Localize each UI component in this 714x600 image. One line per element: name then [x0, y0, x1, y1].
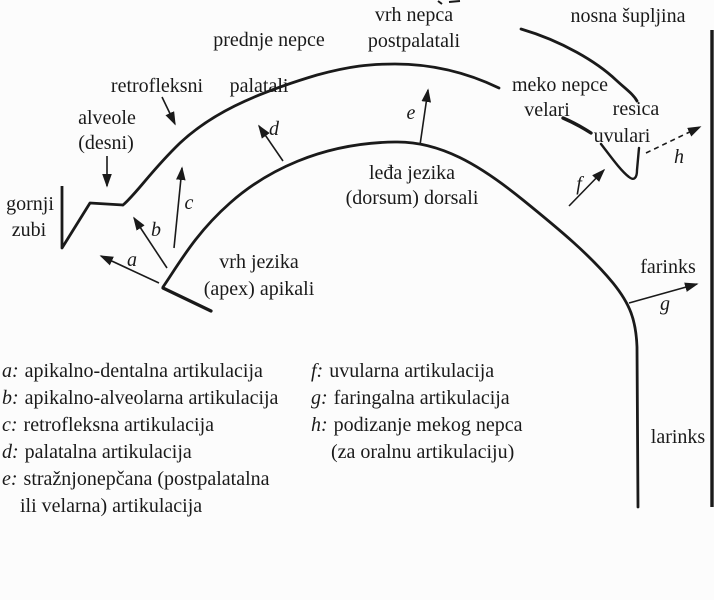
legend-item-e — [2, 469, 270, 489]
pointer-letter-c: c — [184, 192, 194, 214]
legend-letter-g: g: — [311, 387, 328, 409]
legend-letter-b: b: — [2, 387, 19, 409]
legend-item-d — [2, 442, 192, 462]
upper-teeth-outline — [62, 186, 123, 248]
label-palatali: palatali — [229, 75, 289, 97]
label-alveole: alveole — [78, 107, 136, 129]
arrow-retrofleksni — [162, 97, 175, 124]
label-vrh-nepca: vrh nepca — [374, 4, 454, 26]
label-farinks: farinks — [640, 256, 696, 278]
pointer-letter-f: f — [576, 173, 582, 195]
legend-letter-a: a: — [2, 360, 19, 382]
pointer-letter-b: b — [151, 219, 161, 241]
pointer-letter-e: e — [406, 102, 416, 124]
legend-letter-f: f: — [311, 360, 324, 382]
label-apex-apikali: (apex) apikali — [203, 278, 315, 300]
arrow-e — [420, 90, 428, 145]
legend-text-c: retrofleksna artikulacija — [23, 414, 215, 436]
label-nosna-supljina: nosna šupljina — [570, 5, 686, 27]
legend-text-b: apikalno-alveolarna artikulacija — [24, 387, 279, 409]
label-velari: velari — [524, 99, 570, 121]
pointer-letter-h: h — [674, 146, 684, 168]
label-desni: (desni) — [78, 132, 134, 154]
label-leda-jezika: leđa jezika — [368, 162, 456, 184]
label-prednje-nepce: prednje nepce — [213, 29, 325, 51]
legend-text-e-continuation: ili velarna) artikulacija — [20, 495, 203, 517]
legend-text-f: uvularna artikulacija — [329, 360, 495, 382]
legend-item-f — [311, 361, 494, 381]
legend-letter-d: d: — [2, 441, 19, 463]
legend-letter-h: h: — [311, 414, 328, 436]
arrow-c — [174, 168, 182, 248]
legend-item-a — [2, 361, 263, 381]
pointer-letter-d: d — [269, 118, 279, 140]
label-dorsum-dorsali: (dorsum) dorsali — [345, 187, 479, 209]
label-zubi: zubi — [11, 219, 47, 241]
arrow-h-dashed — [646, 127, 700, 153]
label-gornji: gornji — [6, 193, 54, 215]
legend-text-h: podizanje mekog nepca — [333, 414, 523, 436]
legend-letter-c: c: — [2, 414, 18, 436]
legend-text-e: stražnjonepčana (postpalatalna — [23, 468, 270, 490]
label-resica: resica — [612, 98, 660, 120]
legend-item-b — [2, 388, 278, 408]
label-larinks: larinks — [650, 426, 706, 448]
legend-letter-e: e: — [2, 468, 18, 490]
label-postpalatali: postpalatali — [367, 30, 461, 52]
label-uvulari: uvulari — [593, 125, 651, 147]
label-retrofleksni: retrofleksni — [110, 75, 204, 97]
arrow-f — [569, 170, 604, 206]
legend-item-g — [311, 388, 510, 408]
legend-text-h-continuation: (za oralnu artikulaciju) — [331, 441, 515, 463]
legend-item-c — [2, 415, 214, 435]
label-meko-nepce: meko nepce — [511, 74, 609, 96]
label-vrh-jezika: vrh jezika — [219, 251, 299, 273]
uvula-outline — [601, 144, 639, 179]
legend-text-d: palatalna artikulacija — [24, 441, 192, 463]
pointer-letter-a: a — [127, 249, 137, 271]
legend-text-g: faringalna artikulacija — [333, 387, 510, 409]
legend-text-a: apikalno-dentalna artikulacija — [24, 360, 263, 382]
legend-item-h — [311, 415, 522, 435]
pointer-letter-g: g — [660, 293, 670, 315]
